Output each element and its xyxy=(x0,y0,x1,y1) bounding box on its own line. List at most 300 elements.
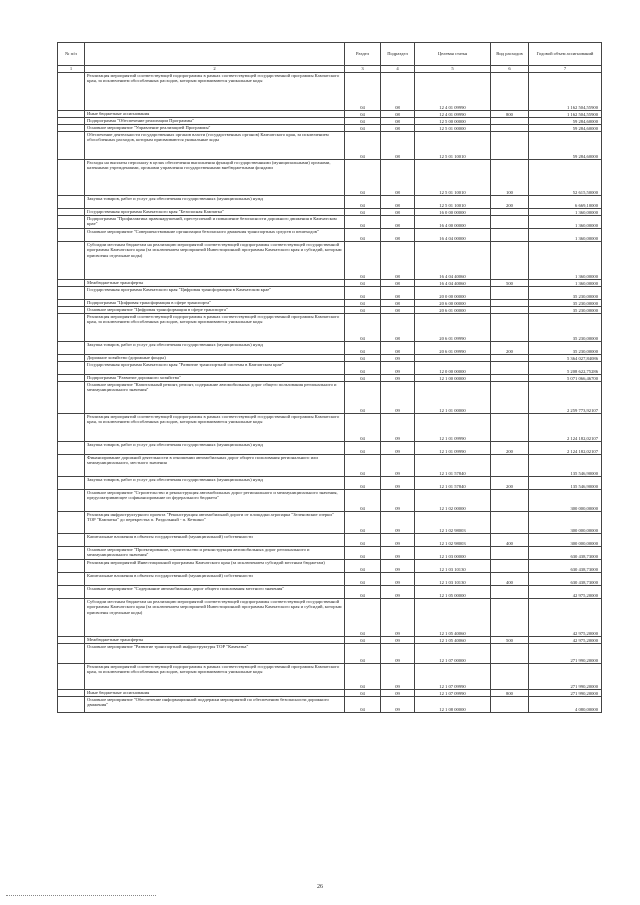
row-expense-type-cell xyxy=(491,644,529,664)
row-number-cell xyxy=(58,490,85,512)
row-razdel-cell: 04 xyxy=(345,209,381,216)
row-amount-cell: 42 975,20000 xyxy=(529,599,602,637)
row-razdel-cell: 04 xyxy=(345,382,381,414)
row-razdel-cell: 04 xyxy=(345,355,381,362)
table-row xyxy=(58,280,602,287)
table-row xyxy=(58,690,602,697)
row-target-article-cell: 12 1 01 09990 xyxy=(415,442,491,455)
row-number-cell xyxy=(58,229,85,242)
row-amount-cell: 271 990,20000 xyxy=(529,690,602,697)
row-amount-cell: 5 364 027,84086 xyxy=(529,355,602,362)
row-number-cell xyxy=(58,73,85,111)
row-podrazdel-cell: 09 xyxy=(381,512,415,534)
row-number-cell xyxy=(58,560,85,573)
table-row xyxy=(58,132,602,160)
row-podrazdel-cell: 09 xyxy=(381,375,415,382)
row-expense-type-cell xyxy=(491,455,529,477)
table-row xyxy=(58,287,602,300)
row-expense-type-cell xyxy=(491,414,529,442)
row-target-article-cell: 20 0 00 00000 xyxy=(415,287,491,300)
row-number-cell xyxy=(58,664,85,690)
row-expense-type-cell xyxy=(491,512,529,534)
row-razdel-cell: 04 xyxy=(345,132,381,160)
table-row xyxy=(58,586,602,599)
row-expense-type-cell xyxy=(491,73,529,111)
row-name-cell: Государственная программа Камчатского края "Цифровая трансформация в Камчатском крае" xyxy=(85,287,345,300)
row-expense-type-cell xyxy=(491,697,529,713)
row-amount-cell: 2 124 182,02107 xyxy=(529,442,602,455)
table-row xyxy=(58,547,602,560)
row-amount-cell: 35 230,00000 xyxy=(529,300,602,307)
table-row xyxy=(58,534,602,547)
row-expense-type-cell xyxy=(491,599,529,637)
row-razdel-cell: 04 xyxy=(345,216,381,229)
row-expense-type-cell xyxy=(491,355,529,362)
row-podrazdel-cell: 09 xyxy=(381,382,415,414)
row-target-article-cell: 12 1 02 00000 xyxy=(415,490,491,512)
row-name-cell: Подпрограмма "Цифровая трансформация в сфере транспорта" xyxy=(85,300,345,307)
row-amount-cell: 42 975,20000 xyxy=(529,586,602,599)
row-target-article-cell: 20 6 01 09990 xyxy=(415,342,491,355)
row-target-article-cell: 16 4 04 40060 xyxy=(415,280,491,287)
row-podrazdel-cell: 09 xyxy=(381,690,415,697)
row-name-cell: Подпрограмма "Обеспечение реализации Программы" xyxy=(85,118,345,125)
row-podrazdel-cell: 08 xyxy=(381,314,415,342)
row-podrazdel-cell: 09 xyxy=(381,664,415,690)
row-expense-type-cell xyxy=(491,382,529,414)
header-cell: Целевая статья xyxy=(415,43,491,66)
row-name-cell: Основное мероприятие "Управление реализацией Программы" xyxy=(85,125,345,132)
row-podrazdel-cell: 08 xyxy=(381,132,415,160)
row-target-article-cell: 12 1 00 00000 xyxy=(415,375,491,382)
row-target-article-cell: 12 1 03 10130 xyxy=(415,573,491,586)
row-expense-type-cell xyxy=(491,287,529,300)
row-razdel-cell: 04 xyxy=(345,342,381,355)
column-number: 1 xyxy=(58,66,85,73)
row-target-article-cell: 12 0 00 00000 xyxy=(415,362,491,375)
row-podrazdel-cell: 08 xyxy=(381,307,415,314)
table-row xyxy=(58,355,602,362)
row-podrazdel-cell: 08 xyxy=(381,160,415,196)
row-target-article-cell: 20 6 01 09990 xyxy=(415,314,491,342)
row-name-cell: Субсидии местным бюджетам на реализацию мероприятий соответствующей подпрограммы соответствующей государственной программы Камчатского края (за исключением мероприятий Инвестиционной программы Камчатского края и субсидий, которым присвоены отдельные коды) xyxy=(85,599,345,637)
row-podrazdel-cell: 09 xyxy=(381,637,415,644)
row-number-cell xyxy=(58,280,85,287)
row-podrazdel-cell: 09 xyxy=(381,644,415,664)
row-razdel-cell: 04 xyxy=(345,560,381,573)
row-razdel-cell: 04 xyxy=(345,477,381,490)
row-name-cell: Основное мероприятие "Совершенствование организации безопасного движения транспортных средств и пешеходов" xyxy=(85,229,345,242)
row-razdel-cell: 04 xyxy=(345,547,381,560)
row-target-article-cell: 12 5 01 10010 xyxy=(415,132,491,160)
row-target-article-cell: 16 0 00 00000 xyxy=(415,209,491,216)
row-target-article-cell: 12 1 02 98003 xyxy=(415,534,491,547)
row-podrazdel-cell: 09 xyxy=(381,477,415,490)
row-expense-type-cell: 200 xyxy=(491,442,529,455)
row-name-cell: Основное мероприятие "Развитие транспортной инфраструктуры ТОР "Камчатка" xyxy=(85,644,345,664)
row-number-cell xyxy=(58,442,85,455)
row-number-cell xyxy=(58,287,85,300)
row-amount-cell: 59 284,60000 xyxy=(529,132,602,160)
row-podrazdel-cell: 09 xyxy=(381,455,415,477)
row-expense-type-cell: 800 xyxy=(491,111,529,118)
row-number-cell xyxy=(58,160,85,196)
row-expense-type-cell: 100 xyxy=(491,160,529,196)
header-cell: Вид расходов xyxy=(491,43,529,66)
row-target-article-cell: 12 1 05 40060 xyxy=(415,637,491,644)
row-podrazdel-cell: 08 xyxy=(381,118,415,125)
row-name-cell: Реализация мероприятий Инвестиционной программы Камчатского края (за исключением субсидий местным бюджетам) xyxy=(85,560,345,573)
row-expense-type-cell xyxy=(491,362,529,375)
row-number-cell xyxy=(58,342,85,355)
table-row xyxy=(58,118,602,125)
row-name-cell: Основное мероприятие "Проектирование, строительство и реконструкция автомобильных дорог регионального и межмуниципального значения" xyxy=(85,547,345,560)
row-expense-type-cell xyxy=(491,242,529,280)
row-target-article-cell: 12 5 01 00000 xyxy=(415,125,491,132)
table-row xyxy=(58,111,602,118)
row-name-cell: Закупка товаров, работ и услуг для обеспечения государственных (муниципальных) нужд xyxy=(85,477,345,490)
row-number-cell xyxy=(58,477,85,490)
row-razdel-cell: 04 xyxy=(345,644,381,664)
footer-divider xyxy=(6,895,156,896)
row-razdel-cell: 04 xyxy=(345,242,381,280)
table-row xyxy=(58,664,602,690)
table-row xyxy=(58,599,602,637)
row-amount-cell: 2 259 773,92107 xyxy=(529,382,602,414)
table-row xyxy=(58,490,602,512)
row-podrazdel-cell: 09 xyxy=(381,442,415,455)
row-razdel-cell: 04 xyxy=(345,442,381,455)
row-podrazdel-cell: 08 xyxy=(381,73,415,111)
row-razdel-cell: 04 xyxy=(345,280,381,287)
header-cell: Подраздел xyxy=(381,43,415,66)
row-target-article-cell: 20 6 00 00000 xyxy=(415,300,491,307)
row-name-cell: Реализация мероприятий соответствующей подпрограммы в рамках соответствующей государственной программы Камчатского края, за исключением обособленных расходов, которым присваиваются уникальные коды xyxy=(85,664,345,690)
column-number: 2 xyxy=(85,66,345,73)
row-name-cell: Реализация мероприятий соответствующей подпрограммы в рамках соответствующей государственной программы Камчатского края, за исключением обособленных расходов, которым присваиваются уникальные коды xyxy=(85,73,345,111)
table-row xyxy=(58,342,602,355)
row-podrazdel-cell: 09 xyxy=(381,599,415,637)
row-number-cell xyxy=(58,242,85,280)
row-target-article-cell: 12 5 01 10010 xyxy=(415,160,491,196)
row-number-cell xyxy=(58,455,85,477)
row-name-cell: Реализация мероприятий соответствующей подпрограммы в рамках соответствующей государственной программы Камчатского края, за исключением обособленных расходов, которым присваиваются уникальные коды xyxy=(85,314,345,342)
table-row xyxy=(58,216,602,229)
row-target-article-cell: 12 1 07 00000 xyxy=(415,644,491,664)
row-podrazdel-cell: 08 xyxy=(381,209,415,216)
row-amount-cell: 1 360,00000 xyxy=(529,216,602,229)
row-razdel-cell: 04 xyxy=(345,455,381,477)
row-number-cell xyxy=(58,209,85,216)
row-number-cell xyxy=(58,547,85,560)
row-name-cell: Закупка товаров, работ и услуг для обеспечения государственных (муниципальных) нужд xyxy=(85,342,345,355)
table-row xyxy=(58,644,602,664)
row-podrazdel-cell: 09 xyxy=(381,573,415,586)
row-number-cell xyxy=(58,697,85,713)
row-number-cell xyxy=(58,196,85,209)
row-amount-cell: 35 230,00000 xyxy=(529,287,602,300)
row-number-cell xyxy=(58,637,85,644)
table-row xyxy=(58,477,602,490)
table-row xyxy=(58,242,602,280)
row-target-article-cell: 12 1 08 00000 xyxy=(415,697,491,713)
row-amount-cell: 1 162 504,55900 xyxy=(529,111,602,118)
row-target-article-cell: 12 1 05 00000 xyxy=(415,586,491,599)
row-number-cell xyxy=(58,307,85,314)
row-expense-type-cell: 800 xyxy=(491,690,529,697)
row-razdel-cell: 04 xyxy=(345,111,381,118)
row-target-article-cell: 12 1 03 00000 xyxy=(415,547,491,560)
table-row xyxy=(58,455,602,477)
row-name-cell: Межбюджетные трансферты xyxy=(85,637,345,644)
row-target-article-cell: 12 5 00 00000 xyxy=(415,118,491,125)
row-amount-cell: 42 975,20000 xyxy=(529,637,602,644)
table-row xyxy=(58,307,602,314)
column-number: 3 xyxy=(345,66,381,73)
row-razdel-cell: 04 xyxy=(345,637,381,644)
row-amount-cell: 135 546,90000 xyxy=(529,455,602,477)
table-row xyxy=(58,414,602,442)
row-podrazdel-cell: 09 xyxy=(381,355,415,362)
row-expense-type-cell xyxy=(491,216,529,229)
row-number-cell xyxy=(58,314,85,342)
row-amount-cell: 300 000,00000 xyxy=(529,534,602,547)
row-target-article-cell: 12 1 05 40060 xyxy=(415,599,491,637)
row-razdel-cell: 04 xyxy=(345,534,381,547)
row-number-cell xyxy=(58,599,85,637)
table-row xyxy=(58,560,602,573)
row-podrazdel-cell: 08 xyxy=(381,229,415,242)
row-amount-cell: 35 230,00000 xyxy=(529,342,602,355)
row-name-cell: Капитальные вложения в объекты государственной (муниципальной) собственности xyxy=(85,573,345,586)
row-podrazdel-cell: 08 xyxy=(381,216,415,229)
table-row xyxy=(58,73,602,111)
row-amount-cell: 1 360,00000 xyxy=(529,209,602,216)
budget-table-page xyxy=(57,42,601,713)
row-expense-type-cell: 500 xyxy=(491,637,529,644)
table-row xyxy=(58,382,602,414)
row-name-cell: Подпрограмма "Профилактика правонарушений, преступлений и повышение безопасности дорожного движения в Камчатском крае" xyxy=(85,216,345,229)
row-expense-type-cell xyxy=(491,490,529,512)
column-number: 6 xyxy=(491,66,529,73)
row-expense-type-cell xyxy=(491,300,529,307)
row-podrazdel-cell: 08 xyxy=(381,242,415,280)
row-expense-type-cell xyxy=(491,118,529,125)
row-expense-type-cell xyxy=(491,560,529,573)
row-expense-type-cell xyxy=(491,132,529,160)
row-amount-cell: 271 990,20000 xyxy=(529,644,602,664)
row-razdel-cell: 04 xyxy=(345,73,381,111)
table-row xyxy=(58,314,602,342)
row-podrazdel-cell: 08 xyxy=(381,196,415,209)
column-number-row xyxy=(58,66,602,73)
row-number-cell xyxy=(58,132,85,160)
row-name-cell: Закупка товаров, работ и услуг для обеспечения государственных (муниципальных) нужд xyxy=(85,442,345,455)
table-row xyxy=(58,160,602,196)
table-row xyxy=(58,196,602,209)
row-number-cell xyxy=(58,375,85,382)
row-name-cell: Государственная программа Камчатского края "Безопасная Камчатка" xyxy=(85,209,345,216)
table-row xyxy=(58,637,602,644)
table-body xyxy=(58,73,602,713)
table-row xyxy=(58,573,602,586)
row-name-cell: Подпрограмма "Развитие дорожного хозяйства" xyxy=(85,375,345,382)
row-number-cell xyxy=(58,382,85,414)
row-podrazdel-cell: 09 xyxy=(381,490,415,512)
column-number: 7 xyxy=(529,66,602,73)
row-target-article-cell: 12 1 07 09990 xyxy=(415,664,491,690)
table-row xyxy=(58,229,602,242)
row-podrazdel-cell: 09 xyxy=(381,534,415,547)
row-razdel-cell: 04 xyxy=(345,196,381,209)
row-name-cell: Финансирование дорожной деятельности в отношении автомобильных дорог общего пользования регионального или межмуниципального, местного значения xyxy=(85,455,345,477)
row-amount-cell: 35 230,00000 xyxy=(529,314,602,342)
row-target-article-cell: 12 1 07 09990 xyxy=(415,690,491,697)
row-expense-type-cell xyxy=(491,307,529,314)
row-expense-type-cell xyxy=(491,229,529,242)
row-amount-cell: 1 360,00000 xyxy=(529,229,602,242)
row-amount-cell: 135 546,90000 xyxy=(529,477,602,490)
row-amount-cell: 630 438,73000 xyxy=(529,547,602,560)
row-number-cell xyxy=(58,355,85,362)
row-razdel-cell: 04 xyxy=(345,314,381,342)
row-target-article-cell: 12 1 01 00000 xyxy=(415,382,491,414)
row-expense-type-cell: 200 xyxy=(491,196,529,209)
header-cell: Годовой объем ассигнований xyxy=(529,43,602,66)
row-target-article-cell xyxy=(415,355,491,362)
row-podrazdel-cell: 08 xyxy=(381,111,415,118)
row-razdel-cell: 04 xyxy=(345,307,381,314)
row-podrazdel-cell: 08 xyxy=(381,342,415,355)
table-row xyxy=(58,209,602,216)
page-number: 26 xyxy=(317,884,323,890)
row-amount-cell: 300 000,00000 xyxy=(529,490,602,512)
row-name-cell: Реализация инфраструктурного проекта "Реконструкция автомобильной дороги от площадки агропарка "Зеленовские озерки" ТОР "Камчатка" до перекрестка п. Раздольный - п. Кеткино" xyxy=(85,512,345,534)
row-podrazdel-cell: 08 xyxy=(381,287,415,300)
row-number-cell xyxy=(58,586,85,599)
row-target-article-cell: 16 4 04 00000 xyxy=(415,229,491,242)
row-target-article-cell: 12 4 01 09990 xyxy=(415,111,491,118)
row-name-cell: Реализация мероприятий соответствующей подпрограммы в рамках соответствующей государственной программы Камчатского края, за исключением обособленных расходов, которым присваиваются уникальные коды xyxy=(85,414,345,442)
row-razdel-cell: 04 xyxy=(345,599,381,637)
row-target-article-cell: 12 1 01 57840 xyxy=(415,455,491,477)
row-expense-type-cell xyxy=(491,586,529,599)
row-razdel-cell: 04 xyxy=(345,362,381,375)
row-razdel-cell: 04 xyxy=(345,573,381,586)
row-number-cell xyxy=(58,111,85,118)
row-amount-cell: 6 669,10000 xyxy=(529,196,602,209)
row-target-article-cell: 12 5 01 10010 xyxy=(415,196,491,209)
row-expense-type-cell: 400 xyxy=(491,534,529,547)
row-number-cell xyxy=(58,216,85,229)
row-amount-cell: 52 615,50000 xyxy=(529,160,602,196)
column-number: 4 xyxy=(381,66,415,73)
row-name-cell: Основное мероприятие "Капитальный ремонт, ремонт, содержание автомобильных дорог общего пользования регионального и межмуниципального значения" xyxy=(85,382,345,414)
row-name-cell: Основное мероприятие "Обеспечение информационной поддержки мероприятий по обеспечению безопасности дорожного движения" xyxy=(85,697,345,713)
row-name-cell: Государственная программа Камчатского края "Развитие транспортной системы в Камчатском крае" xyxy=(85,362,345,375)
row-amount-cell: 1 162 504,55900 xyxy=(529,73,602,111)
row-name-cell: Обеспечение деятельности государственных органов власти (государственных органов) Камчатского края, за исключением обособленных расходов, которым присваиваются уникальные коды xyxy=(85,132,345,160)
table-row xyxy=(58,125,602,132)
row-name-cell: Дорожное хозяйство (дорожные фонды) xyxy=(85,355,345,362)
row-expense-type-cell xyxy=(491,125,529,132)
row-target-article-cell: 16 4 00 00000 xyxy=(415,216,491,229)
row-name-cell: Расходы на выплаты персоналу в целях обеспечения выполнения функций государственными (муниципальными) органами, казенными учреждениями, органами управления государственными внебюджетными фондами xyxy=(85,160,345,196)
row-target-article-cell: 12 1 01 09990 xyxy=(415,414,491,442)
row-expense-type-cell xyxy=(491,314,529,342)
row-razdel-cell: 04 xyxy=(345,300,381,307)
row-expense-type-cell: 500 xyxy=(491,280,529,287)
row-name-cell: Капитальные вложения в объекты государственной (муниципальной) собственности xyxy=(85,534,345,547)
row-amount-cell: 630 438,73000 xyxy=(529,560,602,573)
row-amount-cell: 271 990,20000 xyxy=(529,664,602,690)
row-target-article-cell: 12 1 03 10130 xyxy=(415,560,491,573)
row-razdel-cell: 04 xyxy=(345,586,381,599)
row-podrazdel-cell: 08 xyxy=(381,125,415,132)
budget-table xyxy=(57,42,602,713)
row-expense-type-cell xyxy=(491,209,529,216)
row-name-cell: Иные бюджетные ассигнования xyxy=(85,690,345,697)
row-razdel-cell: 04 xyxy=(345,697,381,713)
table-row xyxy=(58,512,602,534)
row-name-cell: Основное мероприятие "Строительство и реконструкция автомобильных дорог регионального и межмуниципального значения, предусматривающее софинансирование из федерального бюджета" xyxy=(85,490,345,512)
row-number-cell xyxy=(58,414,85,442)
row-podrazdel-cell: 08 xyxy=(381,280,415,287)
row-expense-type-cell: 200 xyxy=(491,477,529,490)
row-amount-cell: 2 124 182,02107 xyxy=(529,414,602,442)
row-razdel-cell: 04 xyxy=(345,125,381,132)
row-razdel-cell: 04 xyxy=(345,414,381,442)
row-number-cell xyxy=(58,573,85,586)
header-cell xyxy=(85,43,345,66)
row-podrazdel-cell: 09 xyxy=(381,547,415,560)
row-podrazdel-cell: 09 xyxy=(381,586,415,599)
row-razdel-cell: 04 xyxy=(345,229,381,242)
row-podrazdel-cell: 08 xyxy=(381,300,415,307)
row-razdel-cell: 04 xyxy=(345,375,381,382)
row-number-cell xyxy=(58,534,85,547)
header-cell: № п/п xyxy=(58,43,85,66)
row-amount-cell: 300 000,00000 xyxy=(529,512,602,534)
table-row xyxy=(58,697,602,713)
row-amount-cell: 59 284,60000 xyxy=(529,125,602,132)
row-amount-cell: 59 284,60000 xyxy=(529,118,602,125)
row-target-article-cell: 20 6 01 00000 xyxy=(415,307,491,314)
header-row xyxy=(58,43,602,66)
row-number-cell xyxy=(58,644,85,664)
row-number-cell xyxy=(58,300,85,307)
row-target-article-cell: 16 4 04 40060 xyxy=(415,242,491,280)
row-number-cell xyxy=(58,690,85,697)
row-amount-cell: 5 071 066,46700 xyxy=(529,375,602,382)
table-row xyxy=(58,362,602,375)
row-expense-type-cell: 200 xyxy=(491,342,529,355)
row-name-cell: Основное мероприятие "Цифровая трансформация в сфере транспорта" xyxy=(85,307,345,314)
row-name-cell: Основное мероприятие "Содержание автомобильных дорог общего пользования местного значения" xyxy=(85,586,345,599)
row-podrazdel-cell: 09 xyxy=(381,362,415,375)
row-name-cell: Закупка товаров, работ и услуг для обеспечения государственных (муниципальных) нужд xyxy=(85,196,345,209)
row-razdel-cell: 04 xyxy=(345,160,381,196)
row-number-cell xyxy=(58,125,85,132)
row-amount-cell: 4 080,00000 xyxy=(529,697,602,713)
row-target-article-cell: 12 1 02 98003 xyxy=(415,512,491,534)
row-razdel-cell: 04 xyxy=(345,512,381,534)
row-number-cell xyxy=(58,118,85,125)
row-target-article-cell: 12 4 01 09990 xyxy=(415,73,491,111)
row-podrazdel-cell: 09 xyxy=(381,414,415,442)
row-razdel-cell: 04 xyxy=(345,690,381,697)
row-razdel-cell: 04 xyxy=(345,287,381,300)
